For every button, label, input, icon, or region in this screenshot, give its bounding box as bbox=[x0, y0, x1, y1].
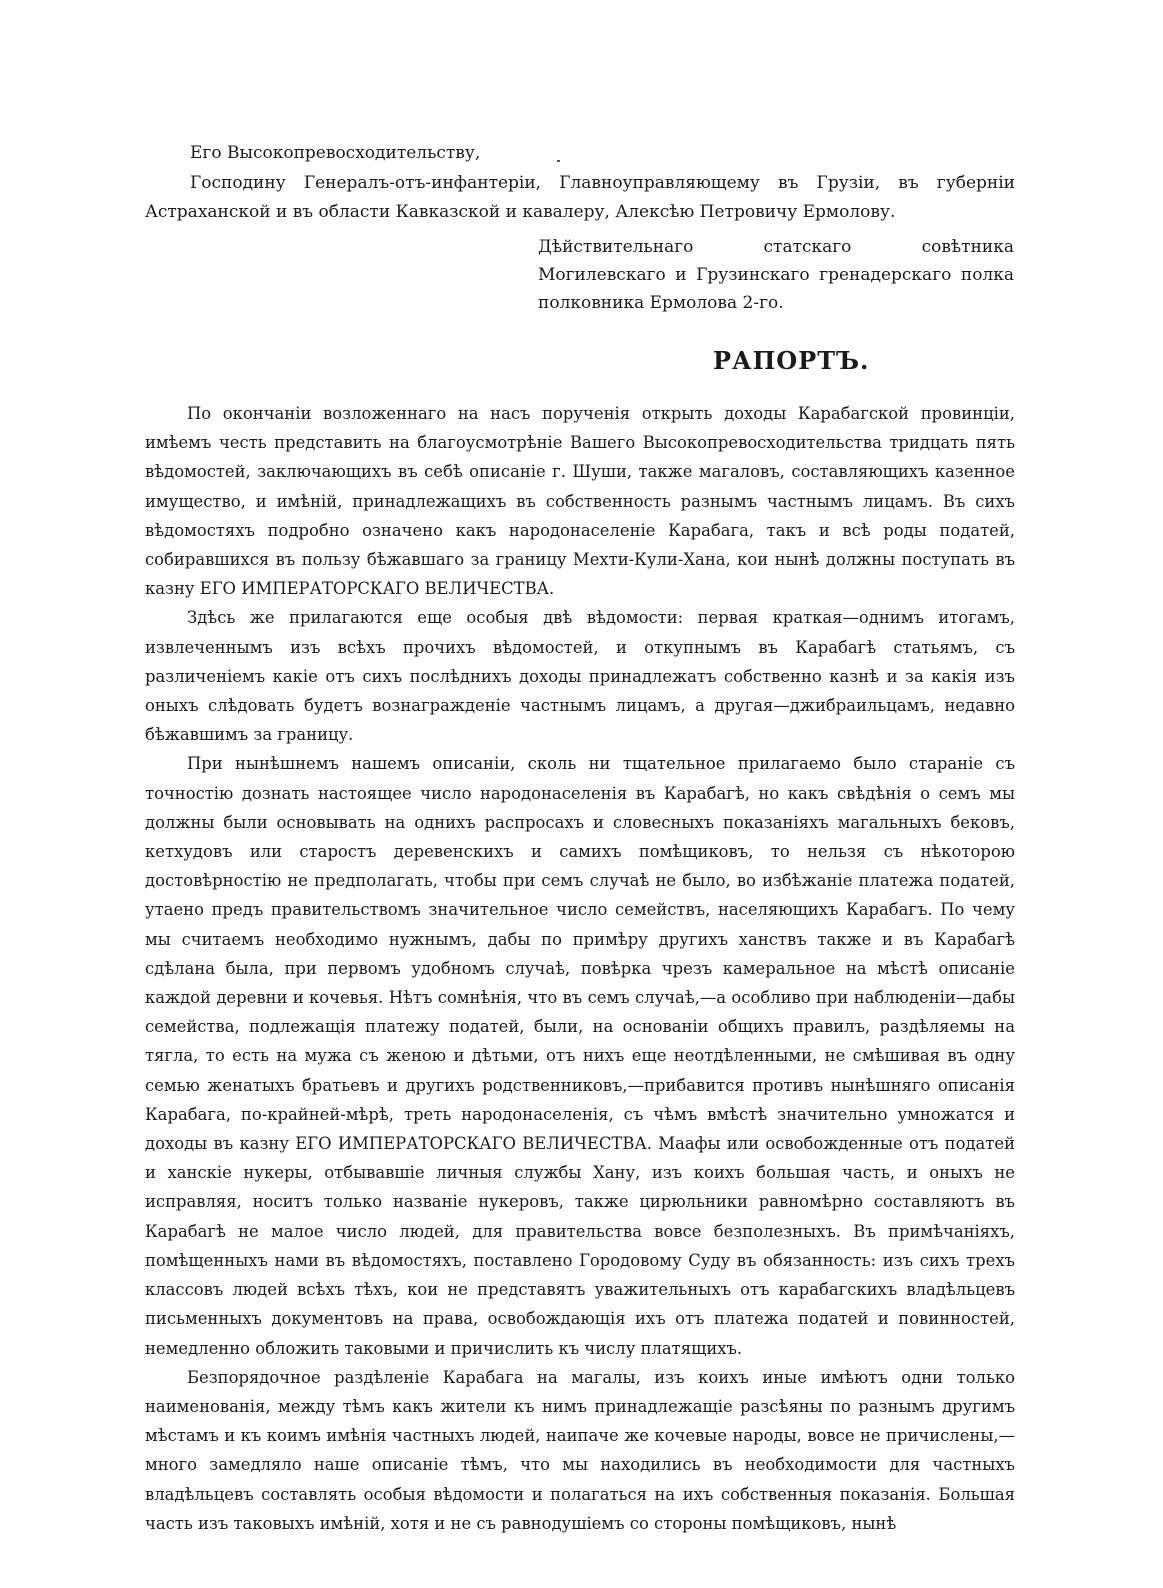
report-body bbox=[145, 399, 1015, 1538]
paragraph-2: Здѣсь же прилагаются еще особыя двѣ вѣдомости: первая краткая—однимъ итогамъ, извлеченнымъ изъ всѣхъ прочихъ вѣдомостей, и откупнымъ въ Карабагѣ статьямъ, съ различеніемъ какіе отъ сихъ послѣднихъ доходы принадлежатъ собственно казнѣ и за какія изъ оныхъ слѣдовать будетъ вознагражденіе частнымъ лицамъ, а другая—джибраильцамъ, недавно бѣжавшимъ за границу. bbox=[145, 608, 1015, 745]
paragraph-3: При нынѣшнемъ нашемъ описаніи, сколь ни тщательное прилагаемо было стараніе съ точностію дознать настоящее число народонаселенія въ Карабагѣ, но какъ свѣдѣнія о семъ мы должны были основывать на однихъ распросахъ и словесныхъ показаніяхъ магальныхъ бековъ, кетхудовъ или старостъ деревенскихъ и самихъ помѣщиковъ, то нельзя съ нѣкоторою достовѣрностію не предполагать, чтобы при семъ случаѣ не было, во избѣжаніе платежа податей, утаено предъ правительствомъ значительное число семействъ, населяющихъ Карабагъ. По чему мы считаемъ необходимо нужнымъ, дабы по примѣру другихъ ханствъ также и въ Карабагѣ сдѣлана была, при первомъ удобномъ случаѣ, повѣрка чрезъ камеральное на мѣстѣ описаніе каждой деревни и кочевья. Нѣтъ сомнѣнія, что въ семъ случаѣ,—а особливо при наблюденіи—дабы семейства, подлежащія платежу податей, были, на основаніи общихъ правилъ, раздѣляемы на тягла, то есть на мужа съ женою и дѣтьми, отъ нихъ еще неотдѣленными, не смѣшивая въ одну семью женатыхъ братьевъ и другихъ родственниковъ,—прибавится противъ нынѣшняго описанія Карабага, по-крайней-мѣрѣ, треть народонаселенія, съ чѣмъ вмѣстѣ значительно умножатся и доходы въ казну ЕГО ИМПЕРАТОРСКАГО ВЕЛИЧЕСТВА. Маафы или освобожденные отъ податей и ханскіе нукеры, отбывавшіе личныя службы Хану, изъ коихъ большая часть, и оныхъ не исправляя, носитъ только названіе нукеровъ, также цирюльники равномѣрно составляютъ въ Карабагѣ не малое число людей, для правительства вовсе безполезныхъ. Въ примѣчаніяхъ, помѣщенныхъ нами въ вѣдомостяхъ, поставлено Городовому Суду въ обязанность: изъ сихъ трехъ классовъ людей всѣхъ тѣхъ, кои не представятъ уважительныхъ отъ карабагскихъ владѣльцевъ письменныхъ документовъ на права, освобождающія ихъ отъ платежа податей и повинностей, немедленно обложить таковыми и причислить къ числу платящихъ. bbox=[145, 754, 1015, 1358]
addressee-line-1: Его Высокопревосходительству, bbox=[190, 143, 481, 163]
sender-block: Дѣйствительнаго статскаго совѣтника Могилевскаго и Грузинскаго гренадерскаго полка полковника Ермолова 2-го. bbox=[538, 237, 1014, 313]
document-title: РАПОРТЪ. bbox=[713, 346, 870, 375]
print-speck bbox=[557, 160, 560, 162]
paragraph-4: Безпорядочное раздѣленіе Карабага на магалы, изъ коихъ иные имѣютъ одни только наименованія, между тѣмъ какъ жители къ нимъ принадлежащіе разсѣяны по разнымъ другимъ мѣстамъ и къ коимъ имѣнія частныхъ людей, наипаче же кочевые народы, вовсе не причислены,—много замедляло наше описаніе тѣмъ, что мы находились въ необходимости для частныхъ владѣльцевъ составлять особыя вѣдомости и полагаться на ихъ собственныя показанія. Большая часть изъ таковыхъ имѣній, хотя и не съ равнодушіемъ со стороны помѣщиковъ, нынѣ bbox=[145, 1367, 1015, 1533]
addressee-line-2: Господину Генералъ-отъ-инфантеріи, Главноуправляющему въ Грузіи, въ губерніи Астраханской и въ области Кавказской и кавалеру, Алексѣю Петровичу Ермолову. bbox=[145, 173, 1015, 222]
paragraph-1: По окончаніи возложеннаго на насъ порученія открыть доходы Карабагской провинціи, имѣемъ честь представить на благоусмотрѣніе Вашего Высокопревосходительства тридцать пять вѣдомостей, заключающихъ въ себѣ описаніе г. Шуши, также магаловъ, составляющихъ казенное имущество, и имѣній, принадлежащихъ въ собственность разнымъ частнымъ лицамъ. Въ сихъ вѣдомостяхъ подробно означено какъ народонаселеніе Карабага, такъ и всѣ роды податей, собиравшихся въ пользу бѣжавшаго за границу Мехти-Кули-Хана, кои нынѣ должны поступать въ казну ЕГО ИМПЕРАТОРСКАГО ВЕЛИЧЕСТВА. bbox=[145, 404, 1015, 599]
